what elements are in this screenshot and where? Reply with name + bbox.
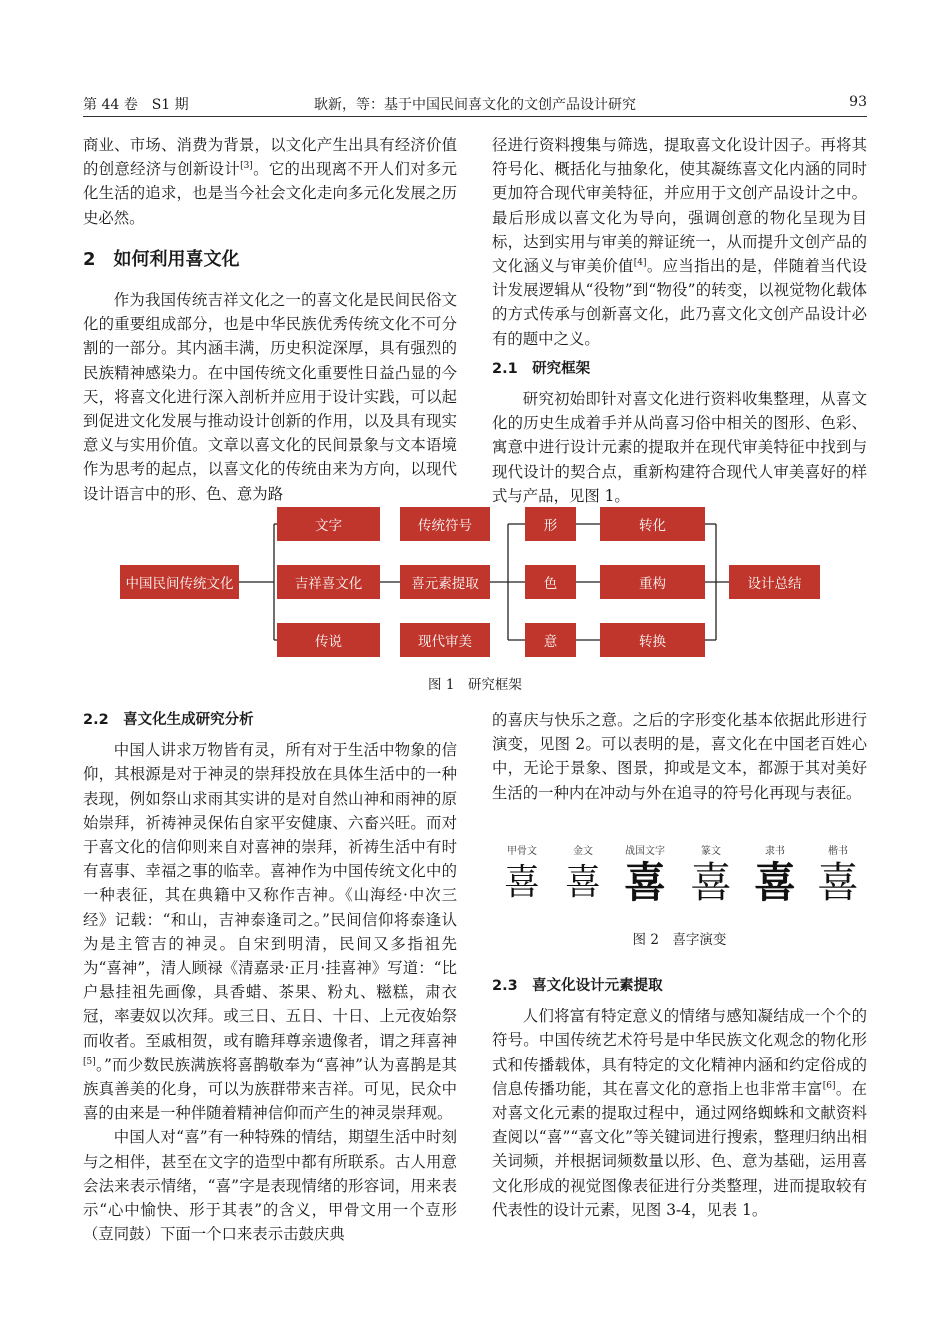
xi-character-evolution-figure <box>490 842 870 912</box>
box-transform: 转化 <box>600 507 705 541</box>
box-color: 色 <box>525 565 576 599</box>
left-column-bottom <box>83 708 457 1246</box>
right-column-bottom-text <box>492 708 867 805</box>
research-framework-figure <box>120 505 820 665</box>
box-convert: 转换 <box>600 623 705 657</box>
glyph-oracle: 甲骨文 喜 <box>503 846 540 903</box>
box-legend: 传说 <box>277 623 380 657</box>
box-summary: 设计总结 <box>729 565 820 599</box>
citation[interactable]: [5] <box>83 1056 96 1067</box>
citation[interactable]: [6] <box>822 1080 836 1091</box>
glyph-regular: 楷书 喜 <box>816 846 859 907</box>
figure-1-caption: 图 1 研究框架 <box>428 677 522 693</box>
right-column-bottom-section <box>492 974 867 1222</box>
running-header <box>83 94 867 117</box>
subsection-heading: 2.1 研究框架 <box>492 360 591 377</box>
citation[interactable]: [4] <box>633 257 647 268</box>
paragraph: 的喜庆与快乐之意。之后的字形变化基本依据此形进行演变，见图 2。可以表明的是，喜文化在中国老百姓心中，无论于景象、图景，抑或是文本，都源于其对美好生活的一种内在冲动与外在追寻的符号化再现与表征。 <box>492 711 867 802</box>
figure-2-caption: 图 2 喜字演变 <box>632 932 727 948</box>
box-restructure: 重构 <box>600 565 705 599</box>
box-aesthetic: 现代审美 <box>400 623 490 657</box>
right-column-top <box>492 133 867 508</box>
box-auspicious: 吉祥喜文化 <box>277 565 380 599</box>
glyph-bronze: 金文 喜 <box>564 846 601 903</box>
citation[interactable]: [3] <box>240 161 253 172</box>
box-text: 文字 <box>277 507 380 541</box>
paragraph: 研究初始即针对喜文化进行资料收集整理，从喜文化的历史生成着手并从尚喜习俗中相关的图形、色彩、寓意中进行设计元素的提取并在现代审美特征中找到与现代设计的契合点，重新构建符合现代人审美喜好的样式与产品，见图 1。 <box>492 390 867 505</box>
paragraph: 商业、市场、消费为背景，以文化产生出具有经济价值的创意经济与创新设计[3]。它的出现离不开人们对多元化生活的追求，也是当今社会文化走向多元化发展之历史必然。 <box>83 136 457 227</box>
glyph-seal: 篆文 喜 <box>689 846 732 907</box>
glyph-warring-states: 战国文字 喜 <box>623 846 666 907</box>
left-column-top <box>83 133 457 506</box>
box-form: 形 <box>525 507 576 541</box>
page-number: 93 <box>849 94 867 110</box>
paragraph: 中国人讲求万物皆有灵，所有对于生活中物象的信仰，其根源是对于神灵的崇拜投放在具体生活中的一种表现，例如祭山求雨其实讲的是对自然山神和雨神的原始崇拜，祈祷神灵保佑自家平安健康、六畜兴旺。而对于喜文化的信仰则来自对喜神的崇拜，祈祷生活中有时有喜事、幸福之事的临幸。喜神作为中国传统文化中的一种表征，其在典籍中又称作吉神。《山海经·中次三经》记载：“和山，吉神泰逢司之。”民间信仰将泰逢认为是主管吉的神灵。自宋到明清，民间又多指祖先为“喜神”，清人顾禄《清嘉录·正月·挂喜神》写道：“比户悬挂祖先画像，具香蜡、茶果、粉丸、糍糕，肃衣冠，率妻奴以次拜。或三日、五日、十日、上元夜始祭而收者。至戚相贺，或有瞻拜尊亲遗像者，谓之拜喜神[5]。”而少数民族满族将喜鹊敬奉为“喜神”认为喜鹊是其族真善美的化身，可以为族群带来吉祥。可见，民众中喜的由来是一种伴随着精神信仰而产生的神灵崇拜观。 <box>83 741 457 1123</box>
running-title: 耿新，等：基于中国民间喜文化的文创产品设计研究 <box>314 97 636 113</box>
box-origin: 中国民间传统文化 <box>120 565 239 599</box>
section-heading: 2 如何利用喜文化 <box>83 248 240 270</box>
volume-issue: 第 44 卷 S1 期 <box>83 97 189 113</box>
box-meaning: 意 <box>525 623 576 657</box>
paragraph: 中国人对“喜”有一种特殊的情结，期望生活中时刻与之相伴，甚至在文字的造型中都有所联系。古人用意会法来表示情绪，“喜”字是表现情绪的形容词，用来表示“心中愉快、形于其表”的含义，甲骨文用一个壴形（壴同鼓）下面一个口来表示击鼓庆典 <box>83 1128 457 1244</box>
paragraph: 作为我国传统吉祥文化之一的喜文化是民间民俗文化的重要组成部分，也是中华民族优秀传统文化不可分割的一部分。其内涵丰满，历史积淀深厚，具有强烈的民族精神感染力。在中国传统文化重要性日益凸显的今天，将喜文化进行深入剖析并应用于设计实践，可以起到促进文化发展与推动设计创新的作用，以及具有现实意义与实用价值。文章以喜文化的民间景象与文本语境作为思考的起点，以喜文化的传统由来为方向，以现代设计语言中的形、色、意为路 <box>83 291 457 503</box>
paragraph: 径进行资料搜集与筛选，提取喜文化设计因子。再将其符号化、概括化与抽象化，使其凝练喜文化内涵的同时更加符合现代审美特征，并应用于文创产品设计之中。最后形成以喜文化为导向，强调创意的物化呈现为目标，达到实用与审美的辩证统一，从而提升文创产品的文化涵义与审美价值[4]。应当指出的是，伴随着当代设计发展逻辑从“役物”到“物役”的转变，以视觉物化载体的方式传承与创新喜文化，此乃喜文化文创产品设计必有的题中之义。 <box>492 136 867 348</box>
box-symbol: 传统符号 <box>400 507 490 541</box>
box-extract: 喜元素提取 <box>400 565 490 599</box>
subsection-heading: 2.2 喜文化生成研究分析 <box>83 712 254 728</box>
glyph-clerical: 隶书 喜 <box>753 846 796 907</box>
subsection-heading: 2.3 喜文化设计元素提取 <box>492 978 663 994</box>
paragraph: 人们将富有特定意义的情绪与感知凝结成一个个的符号。中国传统艺术符号是中华民族文化观念的物化形式和传播载体，具有特定的文化精神内涵和约定俗成的信息传播功能，其在喜文化的意指上也非常丰富[6]。在对喜文化元素的提取过程中，通过网络蜘蛛和文献资料查阅以“喜”“喜文化”等关键词进行搜索，整理归纳出相关词频，并根据词频数量以形、色、意为基础，运用喜文化形成的视觉图像表征进行分类整理，进而提取较有代表性的设计元素，见图 3-4，见表 1。 <box>492 1007 867 1219</box>
